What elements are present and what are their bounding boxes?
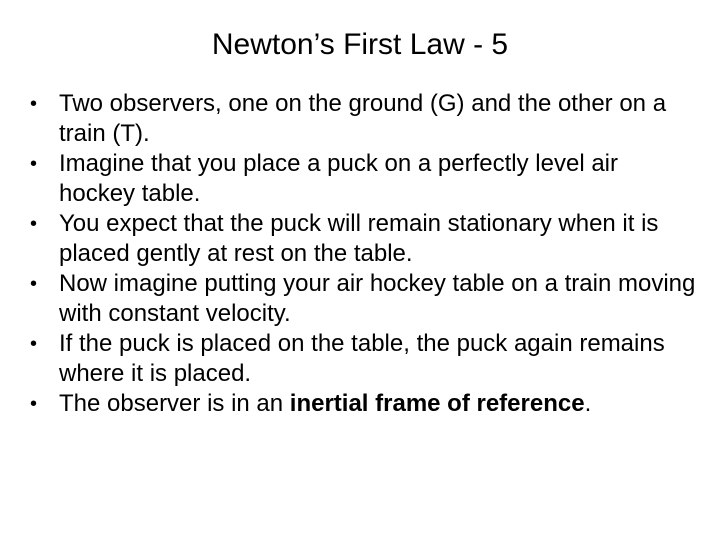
bullet-text: You expect that the puck will remain stationary when it is placed gently at rest on the table. [59, 210, 659, 267]
slide-title: Newton’s First Law - 5 [211, 28, 509, 61]
bullet-text: Now imagine putting your air hockey table on a train moving with constant velocity. [59, 270, 696, 327]
bullet-text: Imagine that you place a puck on a perfectly level air hockey table. [59, 150, 618, 207]
bullet-icon: • [30, 153, 38, 175]
bullet-item [30, 269, 700, 329]
bullet-text: Two observers, one on the ground (G) and the other on a train (T). [59, 90, 667, 147]
bullet-icon: • [30, 213, 38, 235]
bullet-item [30, 149, 700, 209]
bullet-text-after: . [584, 390, 592, 417]
bullet-icon: • [30, 333, 38, 355]
bullet-text-before: The observer is in an [59, 390, 290, 417]
bullet-text [59, 390, 591, 417]
bullet-item [30, 89, 700, 149]
bold-term: inertial frame of reference [289, 390, 585, 417]
bullet-icon: • [30, 393, 38, 415]
bullet-item [30, 329, 700, 389]
bullet-item [30, 389, 700, 419]
bullet-icon: • [30, 273, 38, 295]
bullet-text: If the puck is placed on the table, the puck again remains where it is placed. [59, 330, 665, 387]
bullet-icon: • [30, 93, 38, 115]
bullet-item [30, 209, 700, 269]
bullet-list [30, 89, 700, 419]
